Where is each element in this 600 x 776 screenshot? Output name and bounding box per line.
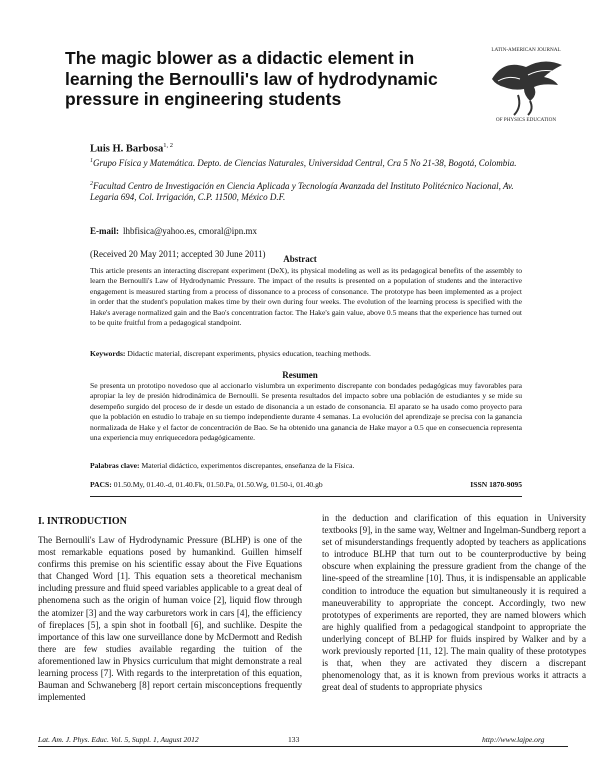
- keywords-line: [90, 349, 522, 358]
- author-name: Luis H. Barbosa: [90, 143, 164, 155]
- keywords-label: Keywords:: [90, 349, 126, 358]
- palabras-clave-value: Material didáctico, experimentos discrepantes, enseñanza de la Física.: [141, 461, 355, 470]
- pacs-line: [90, 480, 522, 489]
- condor-logo-icon: [484, 45, 568, 123]
- footer-divider: [38, 746, 568, 747]
- received-date: (Received 20 May 2011; accepted 30 June 2011): [90, 249, 266, 259]
- footer-page-number: 133: [288, 735, 300, 744]
- resumen-heading: Resumen: [282, 370, 318, 380]
- footer-journal: Lat. Am. J. Phys. Educ. Vol. 5, Suppl. 1, August 2012: [38, 735, 199, 744]
- pacs-label: PACS:: [90, 480, 112, 489]
- author-line: [90, 142, 173, 155]
- email-line: [90, 226, 257, 236]
- right-column-text: in the deduction and clarification of this equation in University textbooks [9], in the same way, Weltner and Ingelman-Sundberg report a set of misunderstandings frequently adopted by teachers as applications to introduce BLHP that turn out to be counterproductive by being obscure when explaining the pressure gradient from the change of the line-speed of the streamline [10]. Thus, it is indispensable an applicable condition to introduce the equation but simultaneously it is required a maneuverability to appropriate the concept. Accordingly, two new prototypes of experiments are reported, they are named blowers which are highly qualified from a pedagogical standpoint to appropriate the underlying concept of BLHP for fluids inspired by Walker and by a work previously reported [11, 12]. The main quality of these prototypes is that, when they are activated they discern a discrepant phenomenology that, as it is known from previous works it attracts a great deal of students to appropriate physics: [322, 513, 587, 693]
- abstract-text: This article presents an interacting discrepant experiment (DeX), its physical modeling as well as its pedagogical benefits of the assembly to learn the Bernoulli's Law of Hydrodynamic Pressure. The impact of the results is presented on a population of students and the interactive engagement is measured starting from a process of dissonance to a process of consonance. The prototype has been implemented as a project in order that the student's population makes time by their own during four weeks. The evolution of the learning process is specified with the Hake's average normalized gain and the Bao's concentration factor. The Hake's gain value, above 0.5 means that the experience has turned out to be quite fruitful from a pedagogical standpoint.: [90, 266, 522, 328]
- left-column-text: The Bernoulli's Law of Hydrodynamic Pressure (BLHP) is one of the most remarkable equations posed by humankind. Guillen himself confirms this premise on his scientific essay about the Five Equations that Changed Word [1]. This equation sets a theoretical mechanism including pressure and fluid speed variables applicable to a great deal of phenomena such as the origin of human voice [2], liquid flow through the atomizer [3] and the way carburetors work in cars [4], the efficiency of fireplaces [5], a spin shot in football [6], and suchlike. Despite the importance of this law one surveillance done by McDermott and Redish there are few studies available regarding the tuition of the aforementioned law in Physics curriculum that might demonstrate a real learning process [7]. With regards to the interpretation of this equation, Bauman and Schwaneberg [8] report certain misconceptions frequently implemented: [38, 535, 302, 703]
- resumen-text: Se presenta un prototipo novedoso que al accionarlo vislumbra un experimento discrepante con bondades pedagógicas muy favorables para apropiar la ley de presión hidrodinámica de Bernoulli. Se presenta resultados del impacto sobre una población de estudiantes y se mide su desempeño surgido del proceso de ir desde un estado de disonancia a un estado de consonancia. El aparato se ha usado como proyecto para que la población en estudio lo trabaje en su tiempo independiente durante 4 semanas. La evolución del aprendizaje se precisa con la ganancia normalizada de Hake y el factor de concentración de Bao. Se ha obtenido una ganancia de Hake mayor a 0.5 que en consecuencia representa una experiencia muy enriquecedora pedagógicamente.: [90, 381, 522, 443]
- keywords-value: Didactic material, discrepant experiments, physics education, teaching methods.: [127, 349, 371, 358]
- abstract-heading: Abstract: [283, 254, 317, 264]
- author-sup: 1, 2: [163, 142, 173, 149]
- palabras-clave-line: [90, 461, 522, 470]
- affiliation-1: $^1$Grupo Física y Matemática. Depto. de Ciencias Naturales, Universidad Central, Cra 5 No 21-38, Bogotá, Colombia.: [90, 158, 517, 168]
- palabras-clave-label: Palabras clave:: [90, 461, 140, 470]
- email-label: E-mail:: [90, 226, 119, 236]
- section-heading: I. INTRODUCTION: [38, 516, 127, 527]
- email-value[interactable]: lhbfisica@yahoo.es, cmoral@ipn.mx: [123, 226, 258, 236]
- issn: ISSN 1870-9095: [470, 480, 522, 489]
- paper-title: The magic blower as a didactic element in learning the Bernoulli's law of hydrodynamic pressure in engineering students: [65, 48, 438, 109]
- pacs-codes: 01.50.My, 01.40.-d, 01.40.Fk, 01.50.Pa, 01.50.Wg, 01.50-i, 01.40.gb: [113, 480, 323, 489]
- logo-top-text: LATIN-AMERICAN JOURNAL: [491, 47, 561, 53]
- logo-bottom-text: OF PHYSICS EDUCATION: [495, 117, 557, 123]
- affiliation-2: $^2$Facultad Centro de Investigación en Ciencia Aplicada y Tecnología Avanzada del Instituto Politécnico Nacional, Av. Legaria 694, Col. Irrigación, C.P. 11500, México D.F.: [90, 181, 514, 202]
- header-divider: [90, 496, 522, 497]
- footer-url[interactable]: http://www.lajpe.org: [482, 735, 545, 744]
- journal-logo: [484, 45, 568, 123]
